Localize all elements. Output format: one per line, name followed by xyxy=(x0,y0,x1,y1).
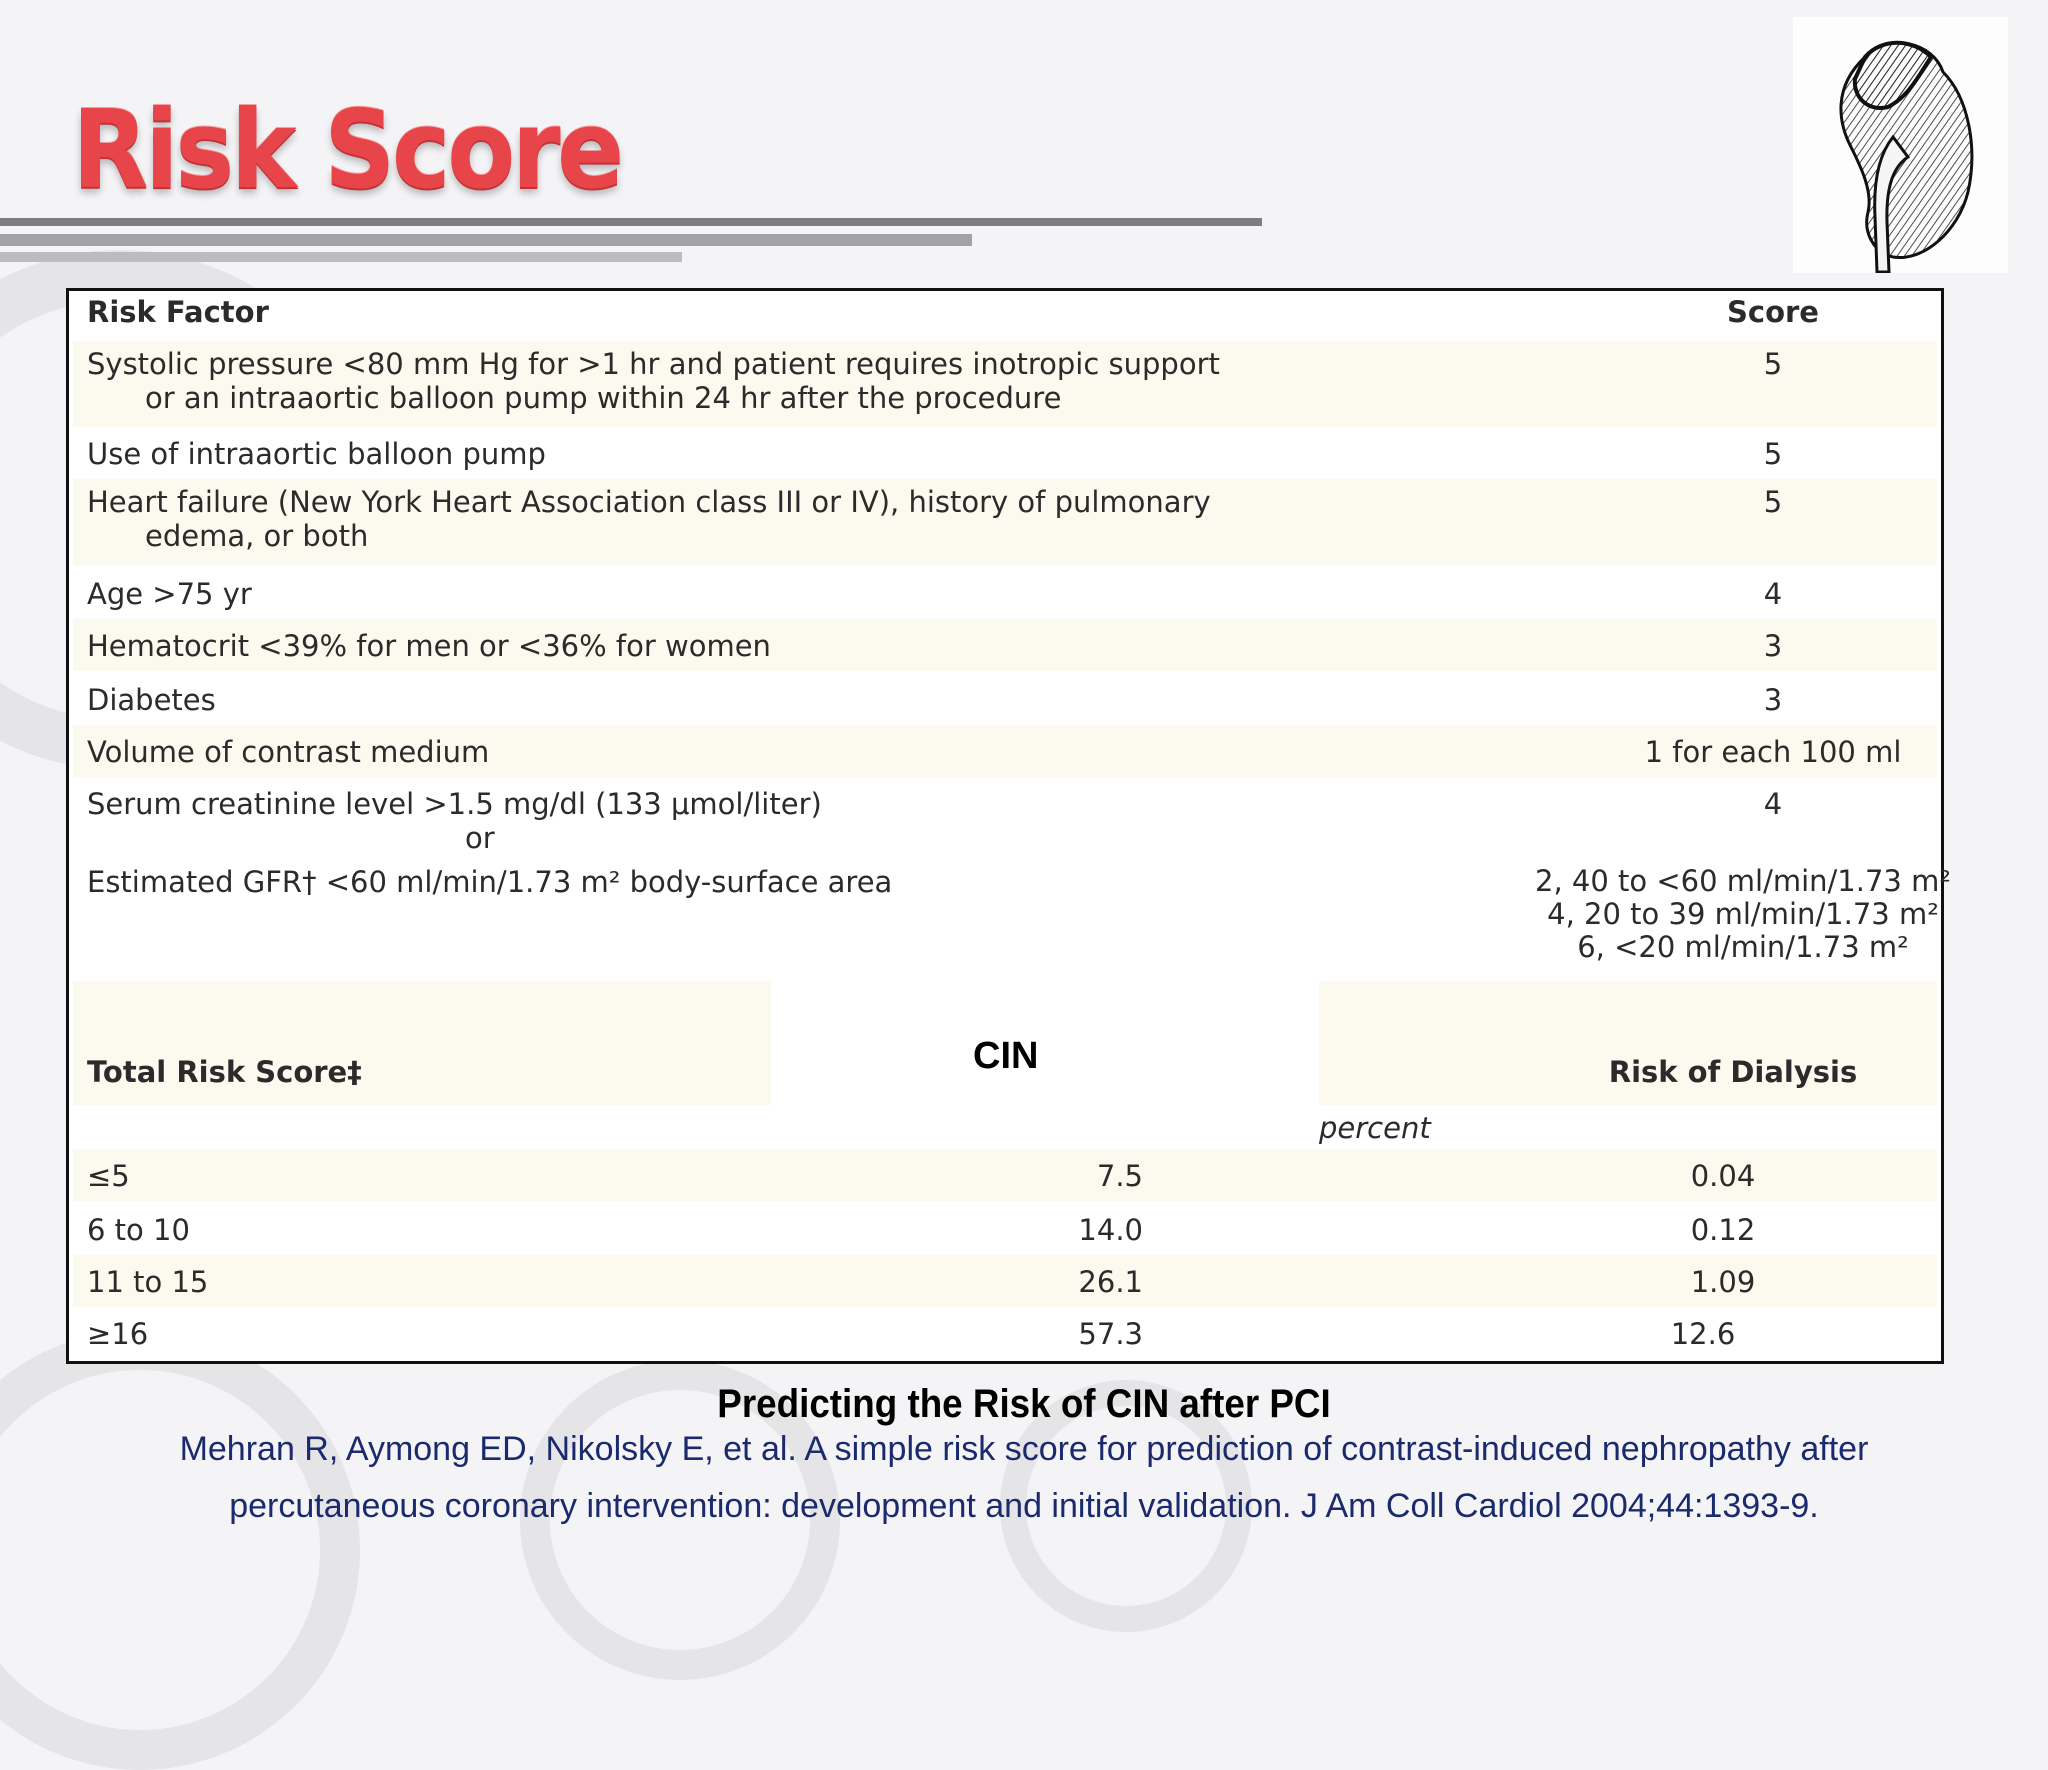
citation-line-2: percutaneous coronary intervention: development and initial validation. J Am Coll Cardiol 2004;44:1393-9. xyxy=(229,1487,1819,1525)
outcome-header-row xyxy=(73,981,1937,1105)
table-row xyxy=(73,341,1937,427)
risk-factor-text: Heart failure (New York Heart Association class III or IV), history of pulmonary xyxy=(87,485,1211,519)
header-risk-of-dialysis: Risk of Dialysis xyxy=(1608,1055,1858,1089)
header-cin: CIN xyxy=(973,1035,1039,1077)
unit-label: percent xyxy=(1319,1111,1431,1145)
citation-line-1: Mehran R, Aymong ED, Nikolsky E, et al. A simple risk score for prediction of contrast-induced nephropathy after xyxy=(179,1430,1869,1468)
risk-factor-text: Age >75 yr xyxy=(87,577,252,611)
score-value: 5 xyxy=(1763,347,1783,381)
score-value: 5 xyxy=(1763,485,1783,519)
risk-factor-text: Volume of contrast medium xyxy=(87,735,490,769)
score-value: 1 for each 100 ml xyxy=(1644,735,1902,769)
title-underline-bar xyxy=(0,218,1262,226)
risk-factor-text: Use of intraaortic balloon pump xyxy=(87,437,546,471)
gfr-score-line: 6, <20 ml/min/1.73 m² xyxy=(1577,930,1909,964)
cin-percent: 14.0 xyxy=(1078,1213,1143,1247)
risk-factor-text: Hematocrit <39% for men or <36% for women xyxy=(87,629,771,663)
slide-title: Risk Score xyxy=(72,88,621,213)
score-value: 5 xyxy=(1763,437,1783,471)
risk-factor-text: Systolic pressure <80 mm Hg for >1 hr and patient requires inotropic support xyxy=(87,347,1220,381)
risk-factor-text: Diabetes xyxy=(87,683,216,717)
score-value: 3 xyxy=(1763,683,1783,717)
total-score-range: 11 to 15 xyxy=(87,1265,209,1299)
title-underline-bar xyxy=(0,234,972,246)
table-row xyxy=(73,479,1937,565)
score-value: 4 xyxy=(1763,577,1783,611)
risk-factor-text: Estimated GFR† <60 ml/min/1.73 m² body-surface area xyxy=(87,865,893,899)
outcome-row xyxy=(73,1307,1937,1359)
title-underline-bar xyxy=(0,252,682,262)
dialysis-percent: 1.09 xyxy=(1690,1265,1756,1299)
kidney-icon xyxy=(1793,17,2008,273)
total-score-range: ≤5 xyxy=(87,1159,130,1193)
gfr-score-list xyxy=(1463,865,2023,964)
risk-factor-continuation: or an intraaortic balloon pump within 24 hr after the procedure xyxy=(145,381,1062,415)
dialysis-percent: 0.12 xyxy=(1690,1213,1756,1247)
table-row xyxy=(73,565,1937,619)
score-value: 4 xyxy=(1763,787,1783,821)
table-row xyxy=(73,777,1951,969)
cin-percent: 26.1 xyxy=(1078,1265,1143,1299)
gfr-score-line: 2, 40 to <60 ml/min/1.73 m² xyxy=(1535,864,1951,898)
kidney-illustration xyxy=(1793,17,2008,273)
risk-factor-text: Serum creatinine level >1.5 mg/dl (133 μmol/liter) xyxy=(87,787,822,821)
table-row xyxy=(73,725,1937,777)
table-row xyxy=(73,619,1937,671)
total-score-range: 6 to 10 xyxy=(87,1213,190,1247)
outcome-row xyxy=(73,1255,1937,1307)
table-caption: Predicting the Risk of CIN after PCI xyxy=(717,1382,1331,1426)
gfr-score-line: 4, 20 to 39 ml/min/1.73 m² xyxy=(1547,897,1939,931)
risk-score-table xyxy=(66,288,1951,1364)
risk-factor-continuation: edema, or both xyxy=(145,519,369,553)
header-risk-factor: Risk Factor xyxy=(87,295,269,329)
table-row xyxy=(73,671,1937,725)
unit-row xyxy=(73,1105,1937,1149)
header-total-risk-score: Total Risk Score‡ xyxy=(87,1055,362,1089)
dialysis-percent: 0.04 xyxy=(1690,1159,1756,1193)
score-value: 3 xyxy=(1763,629,1783,663)
cin-percent: 7.5 xyxy=(1096,1159,1143,1193)
outcome-row xyxy=(73,1149,1937,1201)
table-row xyxy=(73,427,1937,479)
connector-or: or xyxy=(465,821,495,855)
header-score: Score xyxy=(1727,295,1819,329)
outcome-row xyxy=(73,1201,1937,1255)
table-header-row xyxy=(73,291,1937,339)
dialysis-percent: 12.6 xyxy=(1670,1317,1736,1351)
cin-percent: 57.3 xyxy=(1078,1317,1143,1351)
total-score-range: ≥16 xyxy=(87,1317,149,1351)
